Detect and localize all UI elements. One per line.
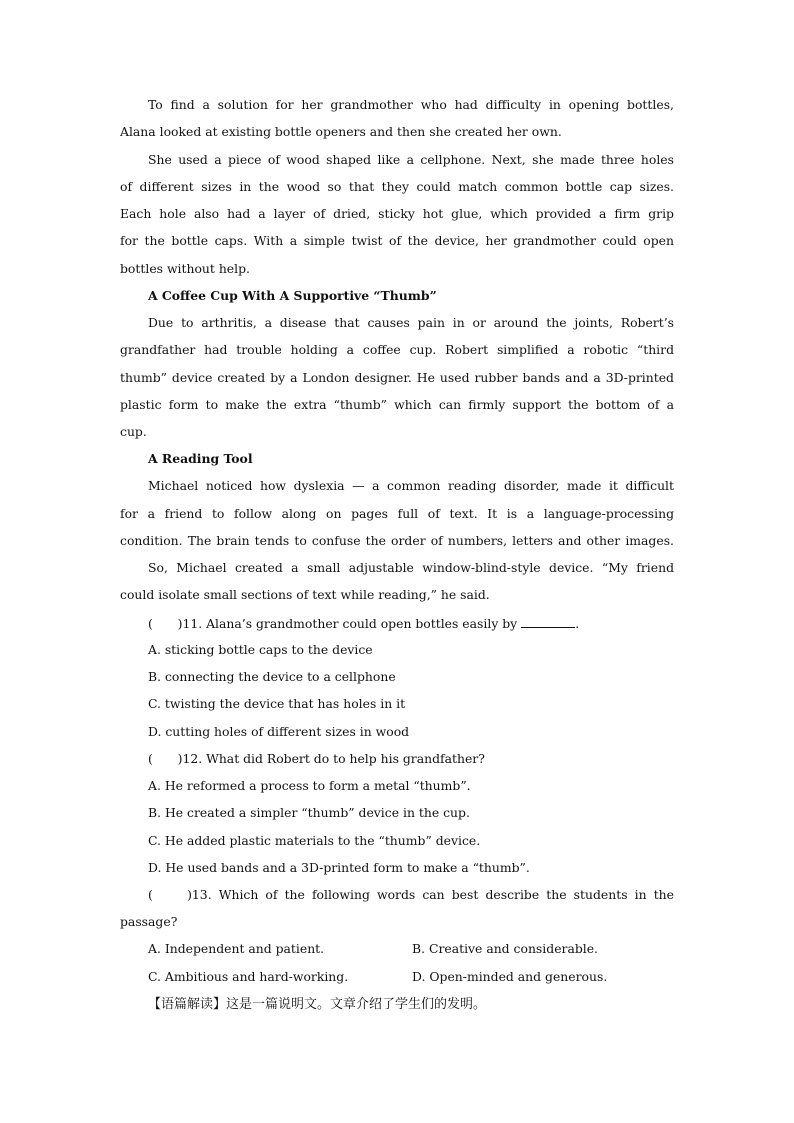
passage-line: for a friend to follow along on pages full of text. It is a language-processing xyxy=(120,506,674,521)
question-11-stem xyxy=(148,615,579,631)
question-11-option-d: D. cutting holes of different sizes in wood xyxy=(148,724,410,739)
question-12-option-c: C. He added plastic materials to the “thumb” device. xyxy=(148,833,481,848)
question-13-option-a: A. Independent and patient. xyxy=(148,941,325,956)
passage-line: She used a piece of wood shaped like a cellphone. Next, she made three holes xyxy=(148,152,674,167)
passage-line: So, Michael created a small adjustable window-blind-style device. “My friend xyxy=(148,560,674,575)
passage-line: bottles without help. xyxy=(120,261,250,276)
question-13-option-c: C. Ambitious and hard-working. xyxy=(148,969,349,984)
passage-line: Alana looked at existing bottle openers and then she created her own. xyxy=(120,124,562,139)
question-11-option-b: B. connecting the device to a cellphone xyxy=(148,669,396,684)
passage-line: Each hole also had a layer of dried, sticky hot glue, which provided a firm grip xyxy=(120,206,674,221)
passage-line: To find a solution for her grandmother who had difficulty in opening bottles, xyxy=(148,97,674,112)
question-13-stem: ( )13. Which of the following words can best describe the students in the xyxy=(148,887,674,902)
question-12-option-d: D. He used bands and a 3D-printed form to make a “thumb”. xyxy=(148,860,530,875)
passage-line: could isolate small sections of text while reading,” he said. xyxy=(120,587,490,602)
passage-line: Due to arthritis, a disease that causes pain in or around the joints, Robert’s xyxy=(148,315,674,330)
question-11-text: ( )11. Alana’s grandmother could open bottles easily by xyxy=(148,616,518,631)
passage-line: grandfather had trouble holding a coffee cup. Robert simplified a robotic “third xyxy=(120,342,674,357)
passage-line: Michael noticed how dyslexia — a common reading disorder, made it difficult xyxy=(148,478,674,493)
question-13-option-b: B. Creative and considerable. xyxy=(412,941,598,956)
passage-line: condition. The brain tends to confuse the order of numbers, letters and other images. xyxy=(120,533,674,548)
section-heading: A Coffee Cup With A Supportive “Thumb” xyxy=(148,288,437,303)
passage-line: of different sizes in the wood so that they could match common bottle cap sizes. xyxy=(120,179,674,194)
passage-analysis-note: 【语篇解读】这是一篇说明文。文章介绍了学生们的发明。 xyxy=(148,997,487,1012)
question-13-stem-cont: passage? xyxy=(120,914,178,929)
passage-line: thumb” device created by a London designer. He used rubber bands and a 3D-printed xyxy=(120,370,674,385)
question-12-option-b: B. He created a simpler “thumb” device in the cup. xyxy=(148,805,470,820)
passage-line: plastic form to make the extra “thumb” which can firmly support the bottom of a xyxy=(120,397,674,412)
passage-line: cup. xyxy=(120,424,147,439)
question-12-option-a: A. He reformed a process to form a metal “thumb”. xyxy=(148,778,471,793)
question-11-option-a: A. sticking bottle caps to the device xyxy=(148,642,373,657)
section-heading: A Reading Tool xyxy=(148,451,253,466)
answer-blank xyxy=(521,615,575,628)
question-12-stem: ( )12. What did Robert do to help his grandfather? xyxy=(148,751,485,766)
question-11-option-c: C. twisting the device that has holes in it xyxy=(148,696,406,711)
question-11-end: . xyxy=(575,616,580,631)
question-13-option-d: D. Open-minded and generous. xyxy=(412,969,608,984)
passage-line: for the bottle caps. With a simple twist of the device, her grandmother could open xyxy=(120,233,674,248)
